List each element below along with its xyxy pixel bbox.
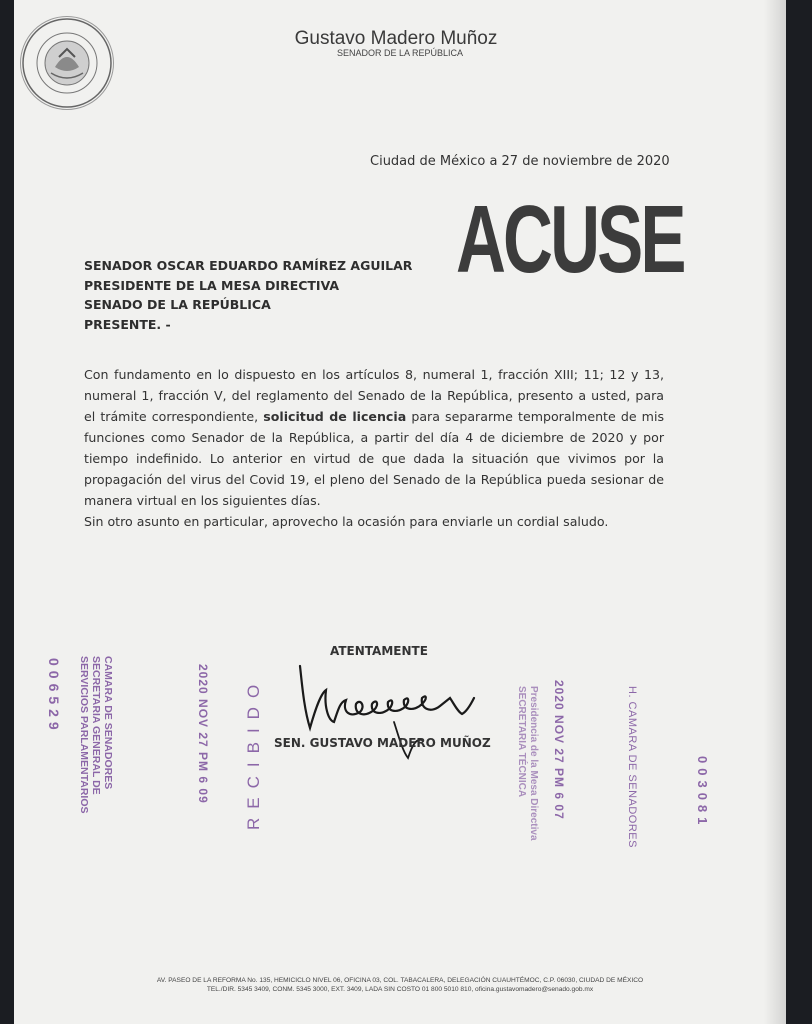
- stamp-recibido: RECIBIDO: [244, 675, 263, 830]
- stamp-number-left: 006529: [46, 658, 62, 735]
- stamp-number-right: 003081: [695, 756, 710, 830]
- handwritten-signature: [290, 654, 490, 768]
- footer-address: AV. PASEO DE LA REFORMA No. 135, HEMICICLO NIVEL 06, OFICINA 03, COL. TABACALERA, DELEGACIÓN CUAUHTÉMOC, C.P. 06030, CIUDAD DE MÉXICO: [156, 977, 644, 984]
- addressee-line-2: PRESIDENTE DE LA MESA DIRECTIVA: [84, 277, 340, 293]
- stamp-camara-right: H. CAMARA DE SENADORES: [626, 686, 638, 848]
- addressee-line-3: SENADO DE LA REPÚBLICA: [84, 297, 271, 312]
- body-part-1: Con fundamento en lo dispuesto en los artículos 8, numeral 1, fracción XIII; 11; 12 y 13, numeral 1, fracción V, del reglamento del Senado de la República, presento a usted, para el trámite correspondiente,: [84, 367, 664, 424]
- stamp-camara-line-3: SERVICIOS PARLAMENTARIOS: [78, 656, 90, 814]
- letterhead-title: SENADOR DE LA REPÚBLICA: [336, 48, 464, 58]
- stamp-date-left: 2020 NOV 27 PM 6 09: [196, 664, 210, 804]
- atentamente-label: ATENTAMENTE: [330, 644, 428, 658]
- letter-body: [84, 364, 664, 511]
- letter-date: Ciudad de México a 27 de noviembre de 2020: [370, 154, 670, 169]
- body-part-2: para separarme temporalmente de mis funciones como Senador de la República, a partir del día 4 de diciembre de 2020 y por tiempo indefinido. Lo anterior en virtud de que dada la situación que vivimos por la propagación del virus del Covid 19, el pleno del Senado de la República pueda sesionar de manera virtual en los siguientes días.: [84, 409, 665, 508]
- stamp-presidencia-line-1: Presidencia de la Mesa Directiva: [528, 686, 539, 841]
- addressee-line-4: PRESENTE. -: [84, 316, 171, 332]
- stamp-presidencia-line-2: SECRETARIA TÉCNICA: [516, 686, 527, 798]
- page-edge-shadow: [764, 0, 786, 1024]
- addressee-block: [84, 256, 412, 334]
- closing-line: Sin otro asunto en particular, aprovecho la ocasión para enviarle un cordial saludo.: [84, 514, 609, 529]
- stamp-date-right: 2020 NOV 27 PM 6 07: [552, 680, 566, 820]
- signer-name: SEN. GUSTAVO MADERO MUÑOZ: [274, 736, 491, 750]
- acuse-stamp-heading: ACUSE: [456, 186, 684, 293]
- stamp-camara-senadores-left: [78, 656, 114, 814]
- footer-contact: TEL./DIR. 5345 3409, CONM. 5345 3000, EXT. 3409, LADA SIN COSTO 01 800 5010 810, oficina.gustavomadero@senado.gob.mx: [206, 986, 594, 993]
- stamp-camara-line-1: CAMARA DE SENADORES: [102, 656, 114, 790]
- body-bold-phrase: solicitud de licencia: [263, 409, 407, 424]
- letterhead-name: Gustavo Madero Muñoz: [294, 28, 498, 49]
- stamp-camara-line-2: SECRETARIA GENERAL DE: [90, 656, 102, 795]
- document-page: [14, 0, 786, 1024]
- stamp-presidencia: [515, 686, 539, 841]
- addressee-line-1: SENADOR OSCAR EDUARDO RAMÍREZ AGUILAR: [84, 258, 413, 273]
